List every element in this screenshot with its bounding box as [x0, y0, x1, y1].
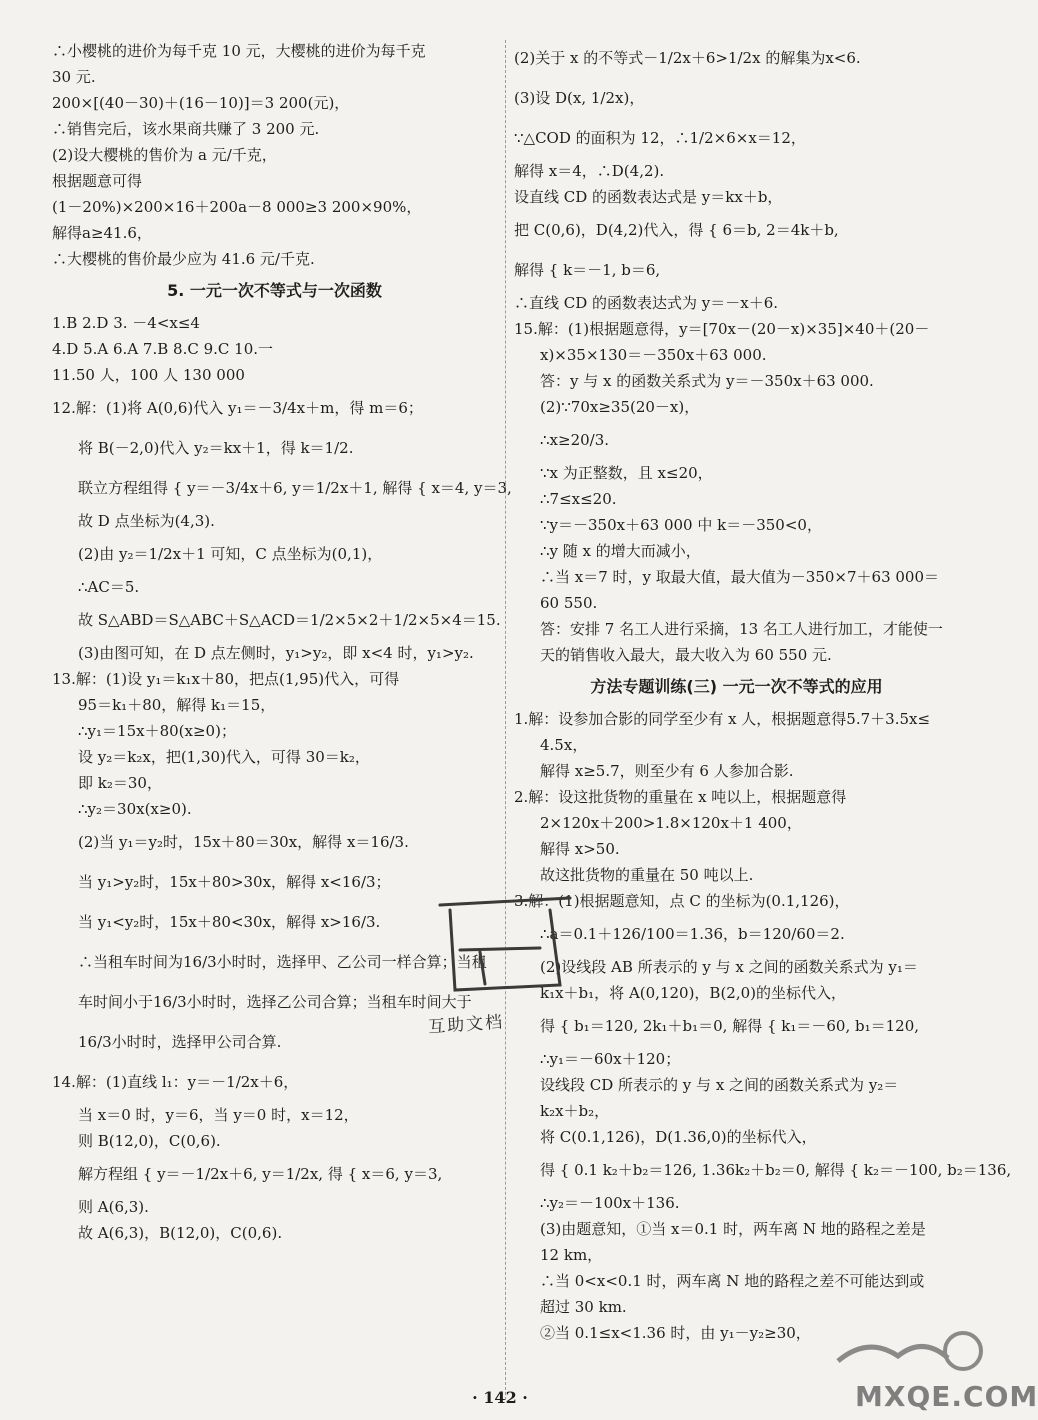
- text-line: 解得 x＝4，∴D(4,2).: [514, 162, 665, 180]
- text-line: 解得 { k＝－1, b＝6,: [514, 261, 661, 279]
- column-divider: [505, 40, 506, 1400]
- text-line: ∴大樱桃的售价最少应为 41.6 元/千克.: [52, 250, 315, 268]
- text-line: 解得 x>50.: [540, 840, 620, 858]
- text-line: ∵△COD 的面积为 12，∴1/2×6×x＝12，: [514, 129, 806, 147]
- left-column: [52, 38, 512, 1246]
- text-line: 故 D 点坐标为(4,3).: [78, 512, 215, 530]
- text-line: 4.5x，: [540, 736, 588, 754]
- text-line: ②当 0.1≤x<1.36 时，由 y₁－y₂≥30，: [540, 1324, 811, 1342]
- text-line: 解得a≥41.6，: [52, 224, 152, 242]
- text-line: 将 C(0.1,126)，D(1.36,0)的坐标代入，: [540, 1128, 817, 1146]
- text-line: 当 x＝0 时，y＝6，当 y＝0 时，x＝12，: [78, 1106, 359, 1124]
- text-line: 14.解：(1)直线 l₁：y＝－1/2x＋6，: [52, 1073, 299, 1091]
- text-line: 将 B(－2,0)代入 y₂＝kx＋1，得 k＝1/2.: [78, 439, 354, 457]
- text-line: ∴当 x＝7 时，y 取最大值，最大值为－350×7＋63 000＝: [540, 568, 940, 586]
- text-line: (2)∵70x≥35(20－x)，: [540, 398, 700, 416]
- text-line: 12.解：(1)将 A(0,6)代入 y₁＝－3/4x＋m，得 m＝6；: [52, 399, 423, 417]
- text-line: 超过 30 km.: [540, 1298, 627, 1316]
- text-line: x)×35×130＝－350x＋63 000.: [540, 346, 767, 364]
- text-line: 答：安排 7 名工人进行采摘，13 名工人进行加工，才能使一: [540, 620, 943, 638]
- text-line: 设 y₂＝k₂x，把(1,30)代入，可得 30＝k₂，: [78, 748, 370, 766]
- text-line: 即 k₂＝30，: [78, 774, 162, 792]
- text-line: 12 km，: [540, 1246, 603, 1264]
- section-heading: 5. 一元一次不等式与一次函数: [167, 281, 382, 300]
- text-line: 当 y₁>y₂时，15x＋80>30x，解得 x<16/3；: [78, 873, 391, 891]
- text-line: (2)由 y₂＝1/2x＋1 可知，C 点坐标为(0,1)，: [78, 545, 383, 563]
- text-line: 11.50 人，100 人 130 000: [52, 366, 245, 384]
- right-column: [514, 38, 1012, 1346]
- text-line: 解得 x≥5.7，则至少有 6 人参加合影.: [540, 762, 794, 780]
- page-number: · 142 ·: [472, 1388, 528, 1407]
- section-heading: 方法专题训练(三) 一元一次不等式的应用: [590, 677, 883, 696]
- text-line: 答：y 与 x 的函数关系式为 y＝－350x＋63 000.: [540, 372, 874, 390]
- text-line: 故 S△ABD＝S△ABC＋S△ACD＝1/2×5×2＋1/2×5×4＝15.: [78, 611, 501, 629]
- text-line: 车时间小于16/3小时时，选择乙公司合算；当租车时间大于: [78, 993, 472, 1011]
- text-line: 则 A(6,3).: [78, 1198, 149, 1216]
- text-line: 16/3小时时，选择甲公司合算.: [78, 1033, 282, 1051]
- text-line: ∴y₁＝－60x＋120；: [540, 1050, 681, 1068]
- text-line: ∴AC＝5.: [78, 578, 140, 596]
- text-line: ∴小樱桃的进价为每千克 10 元，大樱桃的进价为每千克: [52, 42, 426, 60]
- text-line: ∴y₁＝15x＋80(x≥0)；: [78, 722, 236, 740]
- text-line: 95＝k₁＋80，解得 k₁＝15，: [78, 696, 276, 714]
- text-line: 故 A(6,3)，B(12,0)，C(0,6).: [78, 1224, 283, 1242]
- text-line: 得 { 0.1 k₂＋b₂＝126, 1.36k₂＋b₂＝0, 解得 { k₂＝－100, b₂＝136,: [540, 1161, 1012, 1179]
- text-line: ∴y₂＝－100x＋136.: [540, 1194, 680, 1212]
- watermark-logo-text: MXQE.COM: [855, 1380, 1038, 1413]
- text-line: (3)由图可知，在 D 点左侧时，y₁>y₂，即 x<4 时，y₁>y₂.: [78, 644, 474, 662]
- text-line: 解方程组 { y＝－1/2x＋6, y＝1/2x, 得 { x＝6, y＝3,: [78, 1165, 443, 1183]
- text-line: (2)当 y₁＝y₂时，15x＋80＝30x，解得 x＝16/3.: [78, 833, 409, 851]
- text-line: 60 550.: [540, 594, 598, 612]
- text-line: 1.B 2.D 3. －4<x≤4: [52, 314, 200, 332]
- text-line: 4.D 5.A 6.A 7.B 8.C 9.C 10.一: [52, 340, 274, 358]
- text-line: ∴当租车时间为16/3小时时，选择甲、乙公司一样合算；当租: [78, 953, 487, 971]
- text-line: ∴直线 CD 的函数表达式为 y＝－x＋6.: [514, 294, 779, 312]
- text-line: ∵x 为正整数，且 x≤20，: [540, 464, 713, 482]
- text-line: k₁x＋b₁，将 A(0,120)，B(2,0)的坐标代入，: [540, 984, 847, 1002]
- text-line: 当 y₁<y₂时，15x＋80<30x，解得 x>16/3.: [78, 913, 381, 931]
- text-line: 故这批货物的重量在 50 吨以上.: [540, 866, 754, 884]
- text-line: 设直线 CD 的函数表达式是 y＝kx＋b，: [514, 188, 783, 206]
- text-line: 把 C(0,6)，D(4,2)代入，得 { 6＝b, 2＝4k＋b,: [514, 221, 839, 239]
- text-line: ∴销售完后，该水果商共赚了 3 200 元.: [52, 120, 320, 138]
- text-line: ∴7≤x≤20.: [540, 490, 617, 508]
- text-line: 2.解：设这批货物的重量在 x 吨以上，根据题意得: [514, 788, 847, 806]
- text-line: ∴当 0<x<0.1 时，两车离 N 地的路程之差不可能达到或: [540, 1272, 925, 1290]
- text-line: ∴y₂＝30x(x≥0).: [78, 800, 192, 818]
- text-line: 3.解：(1)根据题意知，点 C 的坐标为(0.1,126)，: [514, 892, 850, 910]
- text-line: 13.解：(1)设 y₁＝k₁x＋80，把点(1,95)代入，可得: [52, 670, 400, 688]
- text-line: ∴y 随 x 的增大而减小，: [540, 542, 701, 560]
- stamp-text: 互助文档: [427, 1012, 505, 1038]
- text-line: ∴x≥20/3.: [540, 431, 610, 449]
- text-line: (2)设大樱桃的售价为 a 元/千克，: [52, 146, 277, 164]
- text-line: 设线段 CD 所表示的 y 与 x 之间的函数关系式为 y₂＝: [540, 1076, 899, 1094]
- handwritten-stamp-mark: [420, 880, 610, 1020]
- text-line: 1.解：设参加合影的同学至少有 x 人，根据题意得5.7＋3.5x≤: [514, 710, 931, 728]
- text-line: (2)关于 x 的不等式－1/2x＋6>1/2x 的解集为x<6.: [514, 49, 861, 67]
- text-line: (3)由题意知，①当 x＝0.1 时，两车离 N 地的路程之差是: [540, 1220, 926, 1238]
- text-line: k₂x＋b₂，: [540, 1102, 610, 1120]
- text-line: 15.解：(1)根据题意得，y＝[70x－(20－x)×35]×40＋(20－: [514, 320, 930, 338]
- text-line: ∴a＝0.1＋126/100＝1.36，b＝120/60＝2.: [540, 925, 845, 943]
- text-line: 2×120x＋200>1.8×120x＋1 400，: [540, 814, 802, 832]
- text-line: (2)设线段 AB 所表示的 y 与 x 之间的函数关系式为 y₁＝: [540, 958, 918, 976]
- text-line: ∵y＝－350x＋63 000 中 k＝－350<0，: [540, 516, 822, 534]
- text-line: 200×[(40－30)＋(16－10)]＝3 200(元)，: [52, 94, 350, 112]
- text-line: 30 元.: [52, 68, 96, 86]
- text-line: (3)设 D(x, 1/2x)，: [514, 89, 645, 107]
- text-line: 得 { b₁＝120, 2k₁＋b₁＝0, 解得 { k₁＝－60, b₁＝120,: [540, 1017, 920, 1035]
- text-line: 天的销售收入最大，最大收入为 60 550 元.: [540, 646, 832, 664]
- text-line: (1－20%)×200×16＋200a－8 000≥3 200×90%，: [52, 198, 422, 216]
- text-line: 联立方程组得 { y＝－3/4x＋6, y＝1/2x＋1, 解得 { x＝4, y＝3,: [78, 479, 512, 497]
- text-line: 则 B(12,0)，C(0,6).: [78, 1132, 221, 1150]
- text-line: 根据题意可得: [52, 172, 143, 190]
